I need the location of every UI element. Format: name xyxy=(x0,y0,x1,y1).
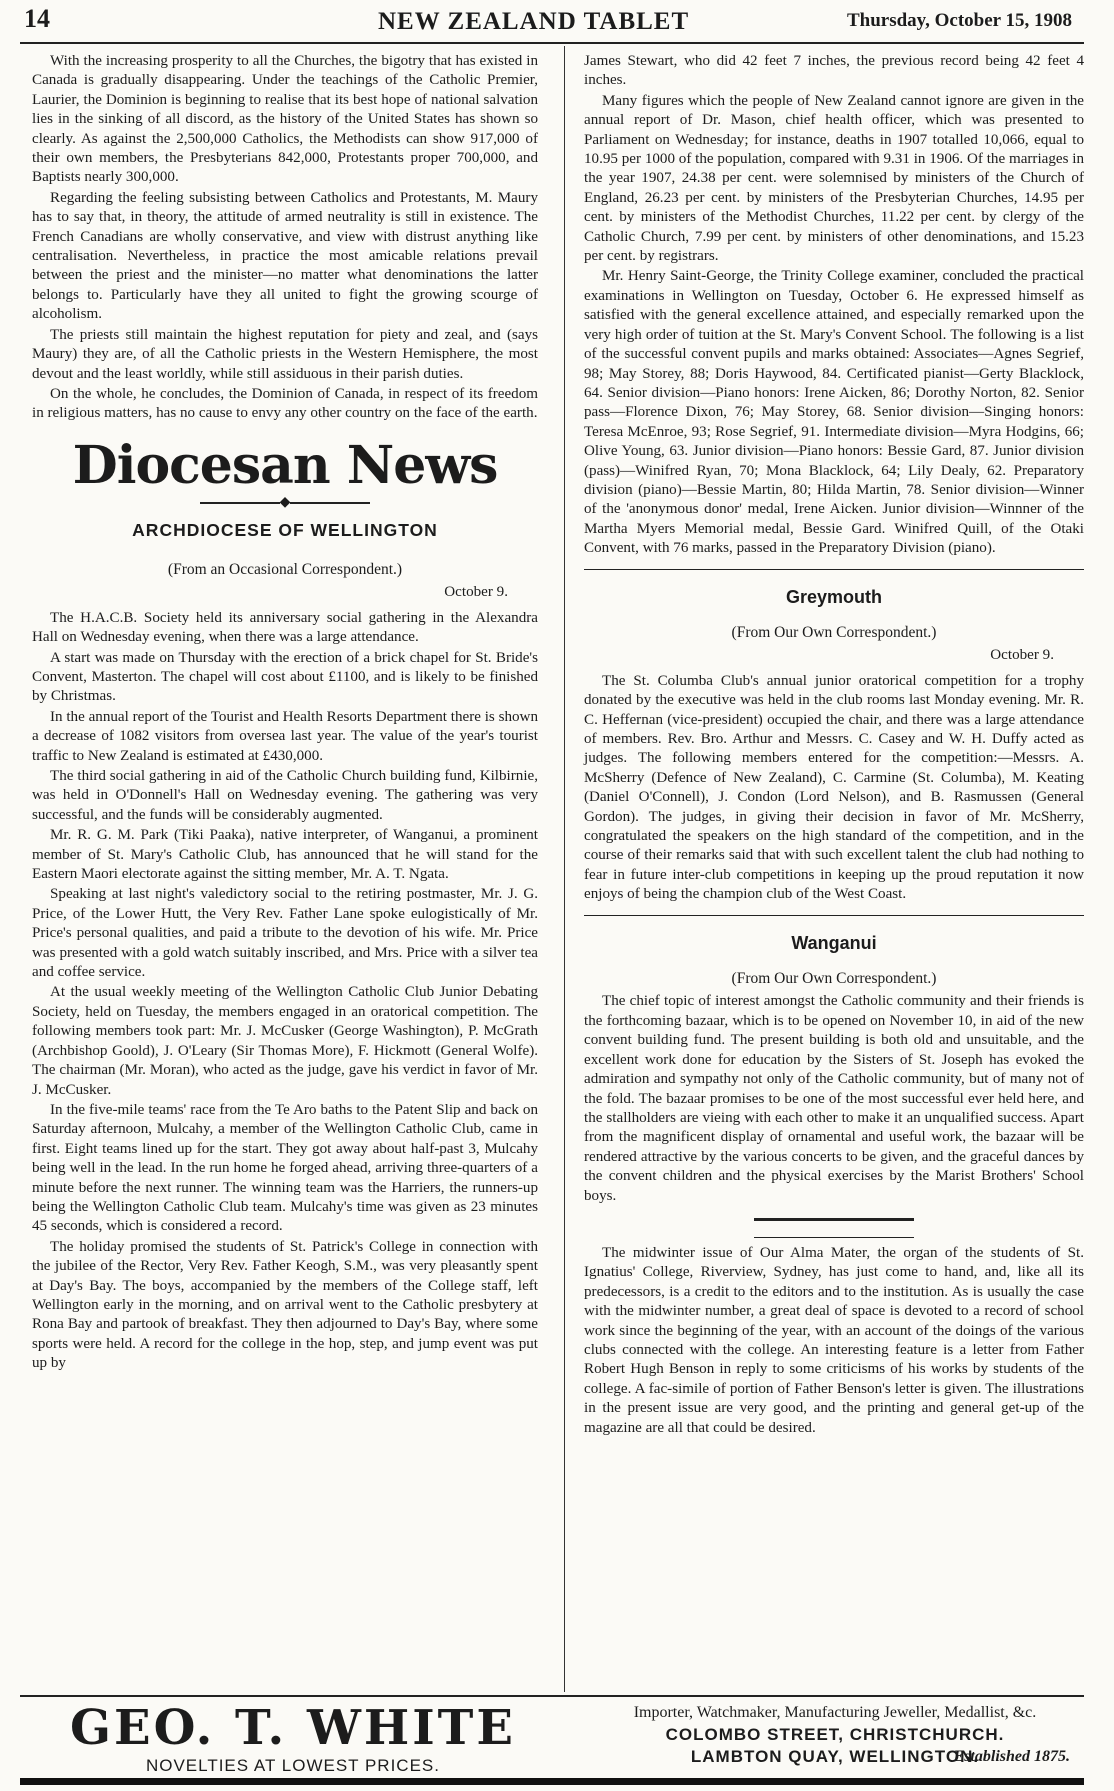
greymouth-correspondent: (From Our Own Correspondent.) xyxy=(731,623,937,641)
separator-rule xyxy=(754,1237,914,1238)
wellington-paragraph: The H.A.C.B. Society held its anniversary social gathering in the Alexandra Hall on Wednesday evening, when there was a large attendance. xyxy=(32,609,538,646)
page-number: 14 xyxy=(24,4,50,33)
canada-paragraph-1: With the increasing prosperity to all the Churches, the bigotry that has existed in Canada is gradually disappearing. Under the teachings of the Catholic Premier, Laurier, the Dominion is beginning to realise that its best hope of national salvation lies in the sinking of all discord, as the history of the United States has shown so clearly. As against the 2,500,000 Catholics, the Methodists can show 917,000 of their own members, the Presbyterians 842,000, Protestants proper 700,000, and Baptists nearly 300,000. xyxy=(32,53,538,186)
canada-paragraph-2: Regarding the feeling subsisting between Catholics and Protestants, M. Maury has to say that, in theory, the attitude of armed neutrality is still in existence. The French Canadians are wholly conservative, and view with distrust anything like centralisation. Nevertheless, in practice the most amicable relations prevail between the priest and the minister—no matter what denominations the latter belongs to. Particularly have they all united to fight the growing scourge of alcoholism. xyxy=(32,189,538,323)
wellington-paragraph: Mr. R. G. M. Park (Tiki Paaka), native interpreter, of Wanganui, a prominent member of St. Mary's Catholic Club, has announced that he will stand for the Eastern Maori electorate against the sitting member, Mr. A. T. Ngata. xyxy=(32,827,538,883)
right-column xyxy=(584,52,1084,1438)
separator-rule xyxy=(754,1218,914,1221)
continued-paragraph: James Stewart, who did 42 feet 7 inches, the previous record being 42 feet 4 inches. xyxy=(584,53,1084,89)
section-rule xyxy=(584,915,1084,916)
wellington-paragraph: The holiday promised the students of St. Patrick's College in connection with the jubilee of the Rector, Very Rev. Father Keogh, S.M., was very pleasantly spent at Day's Bay. The boys, accompanied by the members of the College staff, left Wellington early in the morning, and on arrival went to the Catholic presbytery at Rona Bay and partook of breakfast. They then adjourned to Day's Bay, where some sports were held. A record for the college in the hop, step, and jump event was put up by xyxy=(32,1238,538,1372)
wanganui-heading: Wanganui xyxy=(791,932,877,953)
advertisement-right xyxy=(580,1702,1090,1768)
advertiser-name: GEO. T. WHITE xyxy=(70,1700,516,1756)
wellington-dateline: October 9. xyxy=(444,584,508,601)
advertisement-left xyxy=(70,1702,516,1776)
wellington-paragraph: Speaking at last night's valedictory social to the retiring postmaster, Mr. J. G. Price, of the Lower Hutt, the Very Rev. Father Lane spoke eulogistically of Mr. Price's personal qualities, and paid a tribute to the devotion of his wife. Mr. Price was presented with a gold watch suitably inscribed, and Mrs. Price with a silver tea and coffee service. xyxy=(32,886,538,981)
left-column xyxy=(32,52,538,1374)
archdiocese-heading: ARCHDIOCESE OF WELLINGTON xyxy=(132,519,438,540)
wanganui-correspondent: (From Our Own Correspondent.) xyxy=(731,970,937,988)
column-separator xyxy=(564,46,565,1692)
wellington-paragraph: In the five-mile teams' race from the Te Aro baths to the Patent Slip and back on Saturday afternoon, Mulcahy, a member of the Wellington Catholic Club, came in first. Eight teams lined up for the start. They got away about half-past 3, Mulcahy being well in the lead. In the run home he forged ahead, arriving three-quarters of a minute before the next runner. The winning team was the Harriers, the runners-up being the Wellington Catholic Club team. Mulcahy's time was given as 23 minutes 45 seconds, which is considered a record. xyxy=(32,1101,538,1235)
wellington-paragraph: At the usual weekly meeting of the Wellington Catholic Club Junior Debating Society, held on Tuesday, the members engaged in an oratorical competition. The following members took part: Mr. J. McCusker (George Washington), P. McGrath (Archbishop Goold), J. O'Leary (Sir Thomas More), F. Hickmott (General Wolfe). The chairman (Mr. Moran), who acted as the judge, gave his verdict in favor of Mr. J. McCusker. xyxy=(32,984,538,1098)
ad-established: Established 1875. xyxy=(953,1748,1070,1765)
wanganui-paragraph: The chief topic of interest amongst the Catholic community and their friends is the forthcoming bazaar, which is to be opened on November 10, in aid of the new convent building fund. The present building is both old and unsuitable, and the excellent work done for education by the Sisters of St. Joseph has evoked the admiration and sympathy not only of the Catholic community, but of many not of the fold. The bazaar promises to be one of the most successful ever held here, and the stallholders are vieing with each other to make it an unqualified success. Apart from the magnificent display of ornamental and useful work, the bazaar will be rendered attractive by the various concerts to be given, and the graceful dances by the convent children and the physical exercises by the Marist Brothers' School boys. xyxy=(584,993,1084,1204)
wellington-paragraph: The third social gathering in aid of the Catholic Church building fund, Kilbirnie, was held in O'Donnell's Hall on Wednesday evening. The gathering was very successful, and the funds will be considerably augmented. xyxy=(32,768,538,823)
ad-trades: Importer, Watchmaker, Manufacturing Jeweller, Medallist, &c. xyxy=(633,1704,1037,1721)
wellington-paragraph: A start was made on Thursday with the erection of a brick chapel for St. Bride's Convent, Masterton. The chapel will cost about £1100, and is likely to be finished by Christmas. xyxy=(32,649,538,705)
section-rule xyxy=(584,569,1084,570)
canada-paragraph-3: The priests still maintain the highest reputation for piety and zeal, and (says Maury) they are, of all the Catholic priests in the Western Hemisphere, the most devout and the least worldly, while still assiduous in their parish duties. xyxy=(32,326,538,382)
advertiser-tagline: NOVELTIES AT LOWEST PRICES. xyxy=(145,1756,440,1775)
ad-address-christchurch: COLOMBO STREET, CHRISTCHURCH. xyxy=(665,1725,1005,1744)
issue-date: Thursday, October 15, 1908 xyxy=(846,10,1072,31)
ad-address-wellington: LAMBTON QUAY, WELLINGTON. xyxy=(690,1747,980,1766)
greymouth-dateline: October 9. xyxy=(990,647,1054,664)
greymouth-paragraph: The St. Columba Club's annual junior oratorical competition for a trophy donated by the executive was held in the club rooms last Monday evening. Mr. R. C. Heffernan (vice-president) occupied the chair, and there was a large attendance of members. Rev. Bro. Arthur and Messrs. C. Casey and W. H. Duffy acted as judges. The following members entered for the competition:—Messrs. A. McSherry (Defence of New Zealand), C. Carmine (St. Columba), M. Keating (Daniel O'Connell), J. Condon (Lord Nelson), and B. Rasmussen (General Gordon). The judges, in giving their decision in favor of Mr. McSherry, congratulated the speakers on the high standard of the competition, and in the course of their remarks said that with such excellent talent the club had nothing to fear in future inter-club competitions in keeping up the proud reputation it now enjoys of being the champion club of the West Coast. xyxy=(584,672,1084,903)
greymouth-heading: Greymouth xyxy=(785,586,882,607)
correspondent-note: (From an Occasional Correspondent.) xyxy=(167,560,403,578)
masthead-title: NEW ZEALAND TABLET xyxy=(378,8,690,35)
exam-results-paragraph: Mr. Henry Saint-George, the Trinity College examiner, concluded the practical examinations in Wellington on Tuesday, October 6. He expressed himself as satisfied with the general excellence attained, and especially remarked upon the very high order of tuition at the St. Mary's Convent School. The following is a list of the successful convent pupils and marks obtained: Associates—Agnes Segrief, 98; May Storey, 88; Doris Haywood, 84. Certificated pianist—Gerty Blacklock, 64. Senior division—Piano honors: Irene Aicken, 86; Dorothy Norton, 82. Senior pass—Florence Dixon, 76; May Storey, 68. Senior division—Singing honors: Teresa McEnroe, 93; Rose Segrief, 91. Intermediate division—Myra Hodgins, 66; Olive Young, 63. Junior division—Piano honors: Bessie Gard, 87. Junior division (pass)—Winifred Ryan, 70; Mona Blacklock, 64; Lily Dealy, 62. Preparatory division (piano)—Bessie Martin, 80; Hilda Martin, 78. Senior division—Winner of the 'anonymous donor' medal, Irene Aicken. Junior division—Winnner of the Martha Myers Memorial medal, Bessie Gard. Winifred Quill, of the Otaki Convent, with 76 marks, passed in the Preparatory Division (piano). xyxy=(584,268,1084,557)
ornament-rule: ◆ xyxy=(32,493,538,512)
health-report-paragraph: Many figures which the people of New Zealand cannot ignore are given in the annual report of Dr. Mason, chief health officer, which was presented to Parliament on Wednesday; for instance, deaths in 1907 totalled 10,066, equal to 10.95 per 1000 of the population, compared with 9.31 in 1906. Of the marriages in the year 1907, 24.38 per cent. were solemnised by ministers of the Church of England, 26.23 per cent. by ministers of the Presbyterian Churches, 14.95 per cent. by ministers of the Methodist Churches, 11.22 per cent. by clergy of the Catholic Church, 7.99 per cent. by ministers of other denominations, and 15.23 per cent. by registrars. xyxy=(584,92,1084,265)
diocesan-news-heading: Diocesan News xyxy=(72,434,498,496)
footer-rule xyxy=(20,1695,1084,1697)
header-rule xyxy=(20,42,1084,44)
canada-paragraph-4: On the whole, he concludes, the Dominion of Canada, in respect of its freedom in religious matters, has no cause to envy any other country on the face of the earth. xyxy=(32,385,538,422)
wellington-paragraph: In the annual report of the Tourist and Health Resorts Department there is shown a decrease of 1082 visitors from oversea last year. The value of the year's tourist traffic to New Zealand is estimated at £430,000. xyxy=(32,708,538,764)
alma-mater-paragraph: The midwinter issue of Our Alma Mater, the organ of the students of St. Ignatius' College, Riverview, Sydney, has just come to hand, and, like all its predecessors, is a credit to the editors and to the institution. As is usually the case with the midwinter number, a great deal of space is devoted to a record of school work since the beginning of the year, with an account of the doings of the various clubs connected with the college. An interesting feature is a letter from Father Robert Hugh Benson in reply to some criticisms of his works by students of the college. A fac-simile of portion of Father Benson's letter is given. The illustrations in the present issue are very good, and the printing and general get-up of the magazine are all that could be desired. xyxy=(584,1244,1084,1436)
bottom-bar xyxy=(20,1778,1084,1785)
